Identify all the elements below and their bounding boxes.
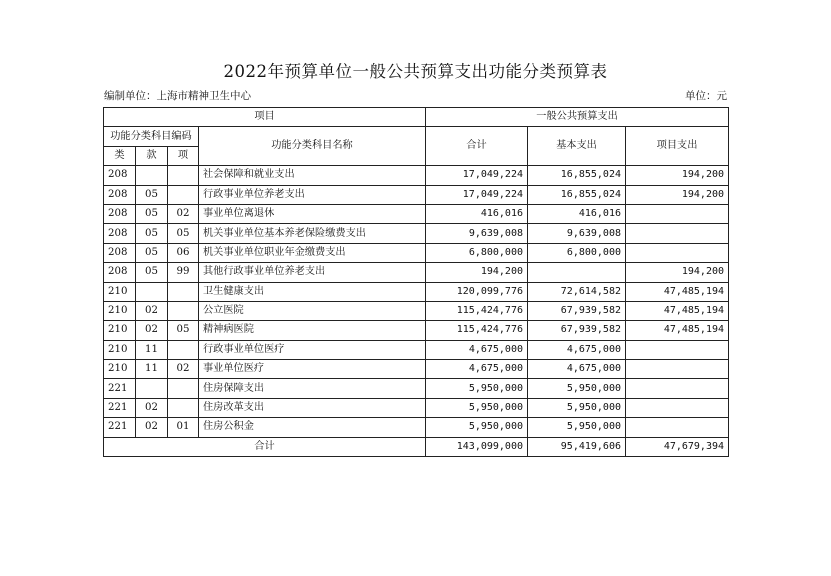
cell-project: [626, 204, 729, 223]
cell-basic: 72,614,582: [528, 282, 626, 301]
cell-project: [626, 418, 729, 437]
cell-xiang: 05: [168, 224, 199, 243]
table-row: [104, 166, 729, 185]
header-row-1: [104, 108, 729, 127]
cell-total: 115,424,776: [426, 321, 528, 340]
table-row: [104, 185, 729, 204]
cell-lei: 208: [104, 204, 136, 223]
cell-lei: 208: [104, 263, 136, 282]
header-xiang: 项: [168, 146, 199, 165]
cell-name: 其他行政事业单位养老支出: [199, 263, 426, 282]
total-sum: 143,099,000: [426, 437, 528, 456]
cell-project: 47,485,194: [626, 321, 729, 340]
cell-xiang: [168, 166, 199, 185]
cell-total: 120,099,776: [426, 282, 528, 301]
cell-basic: 16,855,024: [528, 166, 626, 185]
cell-basic: 6,800,000: [528, 243, 626, 262]
unit-label: 单位：元: [685, 90, 727, 102]
table-row: [104, 321, 729, 340]
header-row-2: [104, 127, 729, 146]
cell-lei: 210: [104, 301, 136, 320]
cell-basic: 67,939,582: [528, 321, 626, 340]
prepared-by-label: 编制单位：上海市精神卫生中心: [104, 90, 251, 102]
table-row: [104, 418, 729, 437]
cell-total: 5,950,000: [426, 418, 528, 437]
cell-name: 行政事业单位养老支出: [199, 185, 426, 204]
cell-xiang: 99: [168, 263, 199, 282]
cell-project: 47,485,194: [626, 301, 729, 320]
cell-lei: 221: [104, 379, 136, 398]
table-row: [104, 282, 729, 301]
table-row: [104, 360, 729, 379]
cell-project: 47,485,194: [626, 282, 729, 301]
total-basic: 95,419,606: [528, 437, 626, 456]
cell-total: 416,016: [426, 204, 528, 223]
cell-name: 住房保障支出: [199, 379, 426, 398]
table-row: [104, 204, 729, 223]
header-project: 项目: [104, 108, 426, 127]
cell-kuan: 02: [136, 418, 168, 437]
cell-project: [626, 379, 729, 398]
cell-kuan: 02: [136, 398, 168, 417]
cell-xiang: [168, 379, 199, 398]
table-row: [104, 398, 729, 417]
cell-kuan: 02: [136, 301, 168, 320]
cell-lei: 210: [104, 340, 136, 359]
page-title: 2022年预算单位一般公共预算支出功能分类预算表: [223, 62, 608, 81]
cell-basic: 16,855,024: [528, 185, 626, 204]
header-project-exp: 项目支出: [626, 127, 729, 166]
cell-name: 事业单位离退休: [199, 204, 426, 223]
cell-basic: 4,675,000: [528, 360, 626, 379]
header-name: 功能分类科目名称: [199, 127, 426, 166]
cell-total: 17,049,224: [426, 185, 528, 204]
cell-basic: 67,939,582: [528, 301, 626, 320]
header-code-group: 功能分类科目编码: [104, 127, 199, 146]
cell-basic: 5,950,000: [528, 379, 626, 398]
cell-name: 机关事业单位基本养老保险缴费支出: [199, 224, 426, 243]
cell-basic: 5,950,000: [528, 418, 626, 437]
cell-xiang: 02: [168, 204, 199, 223]
table-row: [104, 263, 729, 282]
cell-total: 5,950,000: [426, 379, 528, 398]
cell-xiang: [168, 282, 199, 301]
cell-xiang: 05: [168, 321, 199, 340]
header-basic: 基本支出: [528, 127, 626, 166]
cell-kuan: [136, 282, 168, 301]
cell-name: 事业单位医疗: [199, 360, 426, 379]
cell-total: 4,675,000: [426, 340, 528, 359]
cell-total: 6,800,000: [426, 243, 528, 262]
cell-total: 4,675,000: [426, 360, 528, 379]
cell-basic: 4,675,000: [528, 340, 626, 359]
cell-lei: 208: [104, 185, 136, 204]
cell-name: 住房改革支出: [199, 398, 426, 417]
table-row: [104, 224, 729, 243]
header-lei: 类: [104, 146, 136, 165]
cell-xiang: 06: [168, 243, 199, 262]
cell-kuan: [136, 166, 168, 185]
cell-xiang: [168, 398, 199, 417]
cell-name: 机关事业单位职业年金缴费支出: [199, 243, 426, 262]
cell-kuan: 05: [136, 224, 168, 243]
cell-project: 194,200: [626, 263, 729, 282]
cell-xiang: [168, 185, 199, 204]
cell-project: [626, 398, 729, 417]
table-row: [104, 243, 729, 262]
cell-lei: 210: [104, 321, 136, 340]
cell-kuan: 05: [136, 185, 168, 204]
cell-basic: [528, 263, 626, 282]
header-general-budget: 一般公共预算支出: [426, 108, 729, 127]
cell-name: 公立医院: [199, 301, 426, 320]
total-project: 47,679,394: [626, 437, 729, 456]
cell-basic: 9,639,008: [528, 224, 626, 243]
cell-kuan: 02: [136, 321, 168, 340]
cell-total: 194,200: [426, 263, 528, 282]
cell-kuan: 11: [136, 360, 168, 379]
header-kuan: 款: [136, 146, 168, 165]
table-row: [104, 379, 729, 398]
cell-xiang: 02: [168, 360, 199, 379]
cell-name: 住房公积金: [199, 418, 426, 437]
cell-kuan: 05: [136, 263, 168, 282]
header-total: 合计: [426, 127, 528, 166]
cell-name: 社会保障和就业支出: [199, 166, 426, 185]
cell-kuan: 05: [136, 243, 168, 262]
total-label: 合计: [104, 437, 426, 456]
cell-total: 5,950,000: [426, 398, 528, 417]
cell-project: 194,200: [626, 185, 729, 204]
cell-project: 194,200: [626, 166, 729, 185]
cell-basic: 5,950,000: [528, 398, 626, 417]
cell-project: [626, 243, 729, 262]
cell-lei: 208: [104, 243, 136, 262]
budget-table: [103, 107, 729, 457]
cell-xiang: 01: [168, 418, 199, 437]
cell-total: 17,049,224: [426, 166, 528, 185]
cell-name: 卫生健康支出: [199, 282, 426, 301]
cell-name: 行政事业单位医疗: [199, 340, 426, 359]
cell-project: [626, 224, 729, 243]
cell-basic: 416,016: [528, 204, 626, 223]
table-row: [104, 340, 729, 359]
cell-total: 115,424,776: [426, 301, 528, 320]
cell-kuan: 11: [136, 340, 168, 359]
total-row: [104, 437, 729, 456]
cell-lei: 221: [104, 398, 136, 417]
cell-name: 精神病医院: [199, 321, 426, 340]
cell-lei: 210: [104, 282, 136, 301]
cell-project: [626, 340, 729, 359]
cell-xiang: [168, 340, 199, 359]
cell-project: [626, 360, 729, 379]
cell-lei: 208: [104, 224, 136, 243]
cell-lei: 210: [104, 360, 136, 379]
cell-kuan: [136, 379, 168, 398]
cell-total: 9,639,008: [426, 224, 528, 243]
cell-lei: 208: [104, 166, 136, 185]
cell-lei: 221: [104, 418, 136, 437]
cell-kuan: 05: [136, 204, 168, 223]
table-row: [104, 301, 729, 320]
cell-xiang: [168, 301, 199, 320]
